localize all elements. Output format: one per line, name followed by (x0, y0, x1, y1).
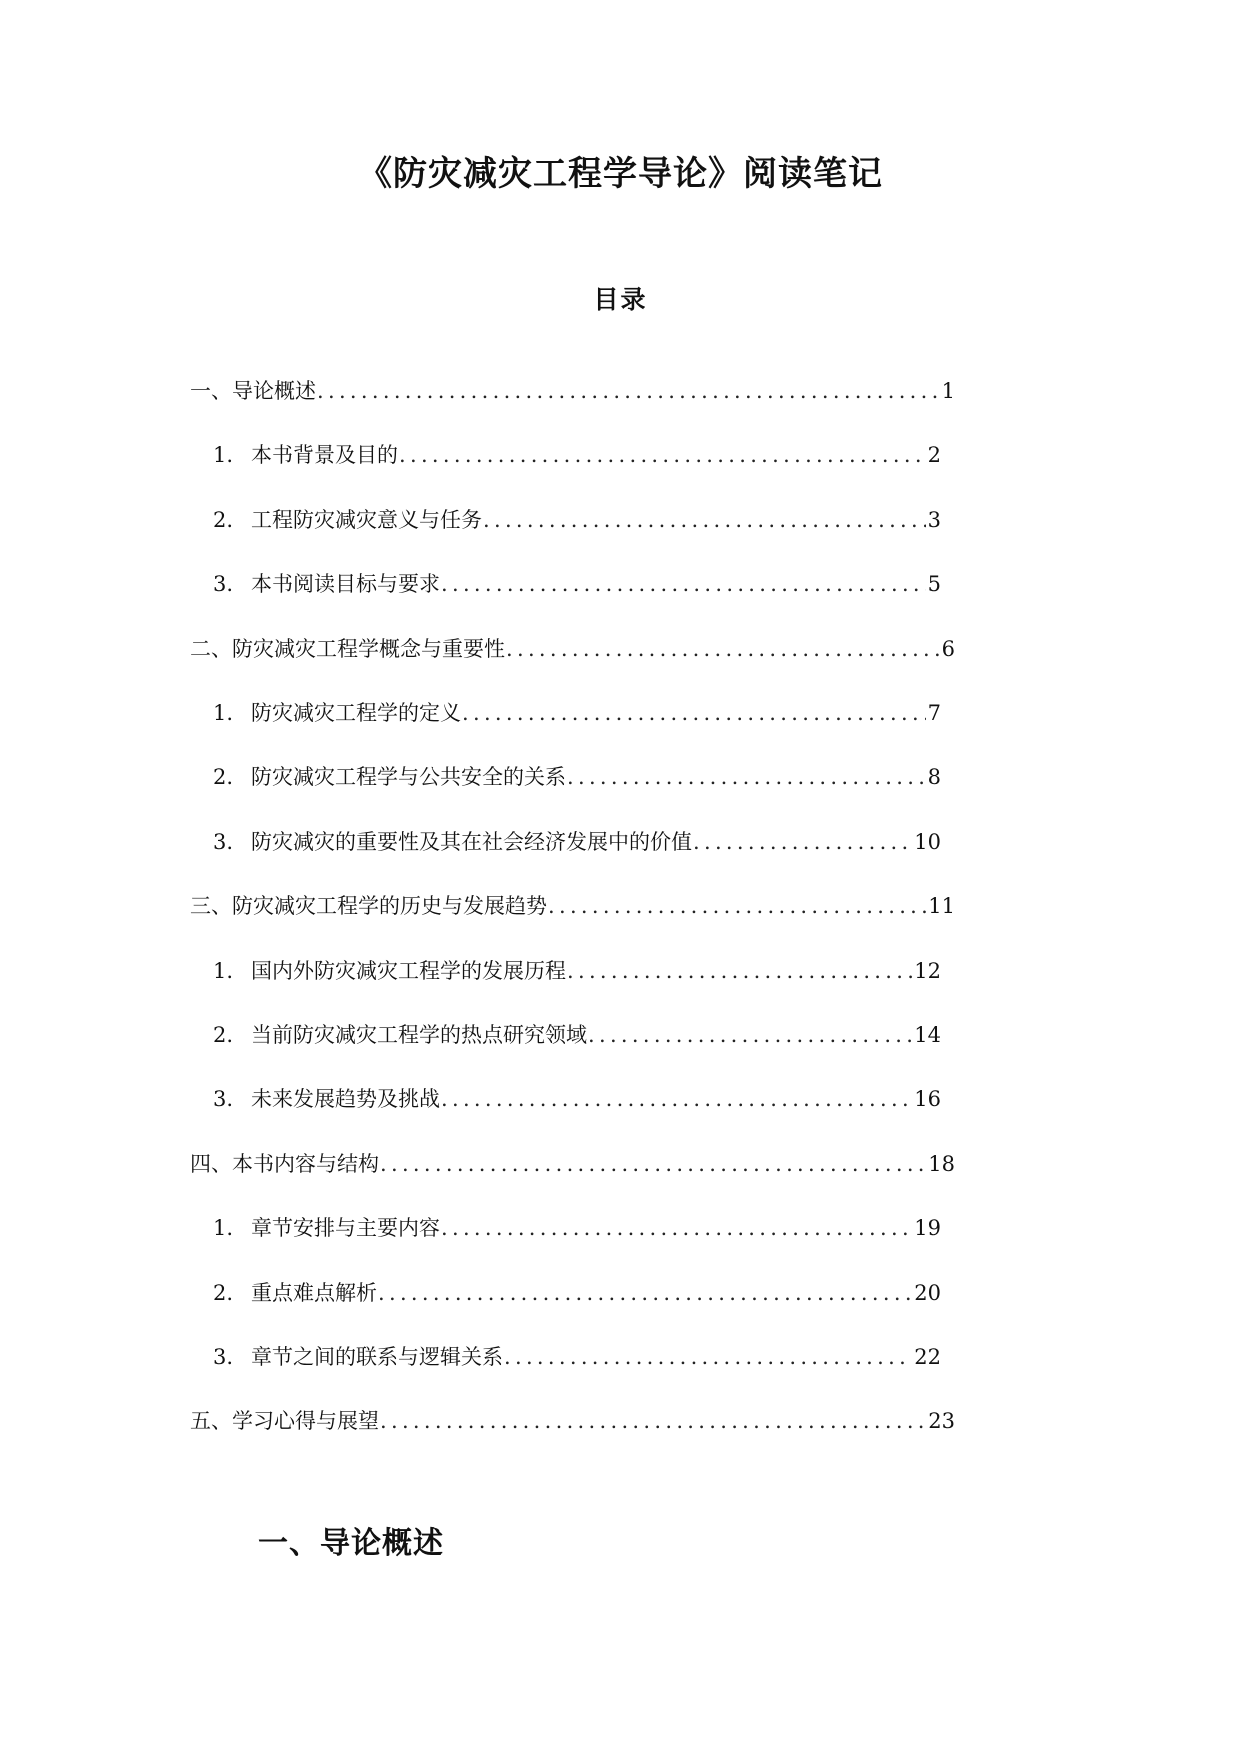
toc-entry-text: 三、防灾减灾工程学的历史与发展趋势 (190, 894, 547, 918)
toc-dot-leader (506, 631, 940, 667)
toc-entry-text: 防灾减灾工程学的定义 (251, 701, 461, 725)
toc-subsection-entry[interactable] (213, 1275, 941, 1311)
toc-entry-number: 3. (213, 830, 234, 854)
toc-entry-text: 一、导论概述 (190, 379, 316, 403)
toc-entry-text: 章节之间的联系与逻辑关系 (251, 1345, 503, 1369)
toc-page-number: 3 (927, 508, 941, 532)
toc-dot-leader (483, 502, 926, 538)
toc-entry-number: 2. (213, 1023, 234, 1047)
toc-page-number: 18 (928, 1152, 955, 1176)
toc-subsection-entry[interactable] (213, 1339, 941, 1375)
toc-chapter-entry[interactable] (190, 1146, 955, 1182)
toc-entry-number: 3. (213, 1087, 234, 1111)
toc-subsection-entry[interactable] (213, 824, 941, 860)
toc-dot-leader (548, 888, 926, 924)
toc-entry-text: 章节安排与主要内容 (251, 1216, 440, 1240)
toc-entry-text: 防灾减灾的重要性及其在社会经济发展中的价值 (251, 830, 692, 854)
toc-entry-number: 1. (213, 1216, 234, 1240)
toc-chapter-entry[interactable] (190, 888, 955, 924)
toc-page-number: 12 (914, 959, 941, 983)
toc-page-number: 7 (927, 701, 941, 725)
toc-subsection-entry[interactable] (213, 1017, 941, 1053)
toc-subsection-entry[interactable] (213, 566, 941, 602)
toc-subsection-entry[interactable] (213, 1081, 941, 1117)
toc-dot-leader (441, 566, 926, 602)
toc-entry-number: 1. (213, 443, 234, 467)
toc-entry-text: 四、本书内容与结构 (190, 1152, 379, 1176)
toc-subsection-entry[interactable] (213, 759, 941, 795)
toc-subsection-entry[interactable] (213, 695, 941, 731)
toc-dot-leader (441, 1081, 912, 1117)
toc-dot-leader (380, 1403, 926, 1439)
toc-dot-leader (317, 373, 940, 409)
toc-page-number: 8 (927, 765, 941, 789)
toc-entry-text: 本书阅读目标与要求 (251, 572, 440, 596)
toc-page-number: 20 (914, 1281, 941, 1305)
document-title: 《防灾减灾工程学导论》阅读笔记 (358, 154, 883, 194)
toc-dot-leader (378, 1275, 912, 1311)
toc-entry-text: 五、学习心得与展望 (190, 1409, 379, 1433)
toc-page-number: 22 (914, 1345, 941, 1369)
toc-subsection-entry[interactable] (213, 953, 941, 989)
toc-page-number: 23 (928, 1409, 955, 1433)
toc-entry-text: 本书背景及目的 (251, 443, 398, 467)
toc-entry-number: 3. (213, 572, 234, 596)
toc-subsection-entry[interactable] (213, 502, 941, 538)
toc-chapter-entry[interactable] (190, 631, 955, 667)
toc-entry-number: 1. (213, 701, 234, 725)
toc-page-number: 5 (927, 572, 941, 596)
toc-dot-leader (693, 824, 912, 860)
toc-page-number: 6 (941, 637, 955, 661)
toc-page-number: 14 (914, 1023, 941, 1047)
toc-entry-number: 2. (213, 765, 234, 789)
toc-page-number: 10 (914, 830, 941, 854)
toc-dot-leader (504, 1339, 912, 1375)
toc-entry-text: 国内外防灾减灾工程学的发展历程 (251, 959, 566, 983)
toc-chapter-entry[interactable] (190, 1403, 955, 1439)
toc-entry-text: 重点难点解析 (251, 1281, 377, 1305)
toc-dot-leader (567, 759, 926, 795)
toc-heading: 目录 (593, 285, 648, 314)
toc-page-number: 16 (914, 1087, 941, 1111)
section-heading: 一、导论概述 (258, 1526, 444, 1561)
toc-dot-leader (380, 1146, 926, 1182)
toc-page-number: 1 (941, 379, 955, 403)
toc-entry-text: 当前防灾减灾工程学的热点研究领域 (251, 1023, 587, 1047)
toc-dot-leader (441, 1210, 912, 1246)
toc-dot-leader (462, 695, 926, 731)
toc-entry-number: 1. (213, 959, 234, 983)
toc-subsection-entry[interactable] (213, 1210, 941, 1246)
toc-page-number: 19 (914, 1216, 941, 1240)
toc-entry-number: 3. (213, 1345, 234, 1369)
toc-dot-leader (567, 953, 912, 989)
toc-dot-leader (588, 1017, 912, 1053)
toc-dot-leader (399, 437, 926, 473)
toc-subsection-entry[interactable] (213, 437, 941, 473)
toc-entry-number: 2. (213, 508, 234, 532)
toc-entry-number: 2. (213, 1281, 234, 1305)
toc-page-number: 11 (928, 894, 955, 918)
toc-entry-text: 工程防灾减灾意义与任务 (251, 508, 482, 532)
toc-chapter-entry[interactable] (190, 373, 955, 409)
toc-page-number: 2 (927, 443, 941, 467)
toc-entry-text: 防灾减灾工程学与公共安全的关系 (251, 765, 566, 789)
toc-entry-text: 二、防灾减灾工程学概念与重要性 (190, 637, 505, 661)
toc-entry-text: 未来发展趋势及挑战 (251, 1087, 440, 1111)
